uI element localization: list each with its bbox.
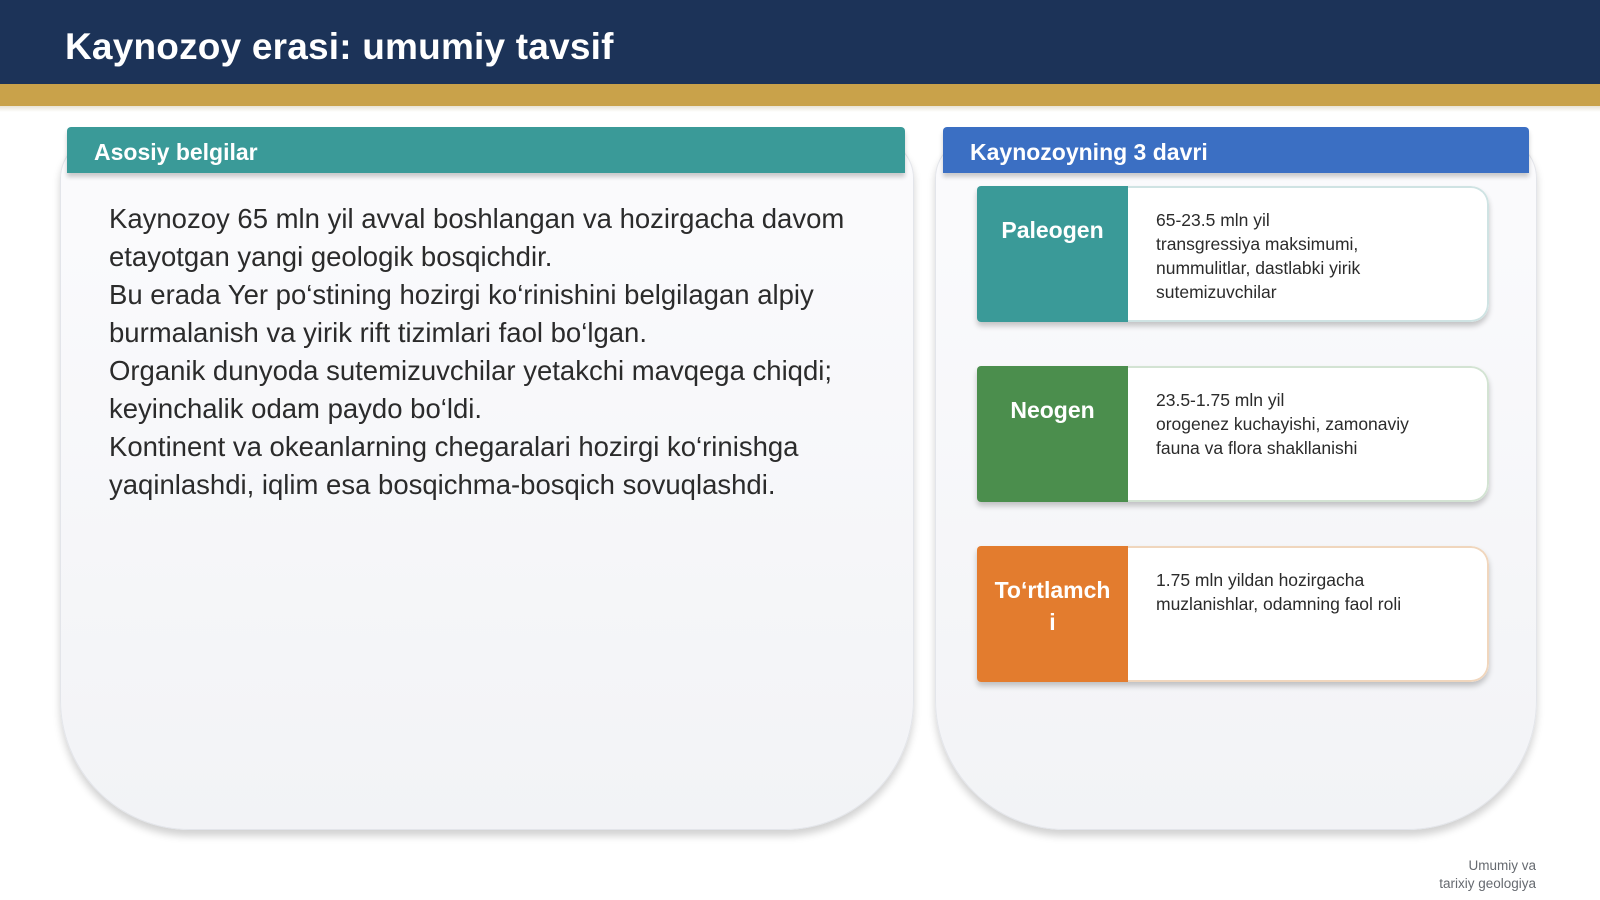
footer-line: tarixiy geologiya [1439, 876, 1536, 891]
periods-title: Kaynozoyning 3 davri [943, 127, 1529, 173]
period-card-paleogen [977, 186, 1489, 322]
period-description-line: nummulitlar, dastlabki yirik [1156, 258, 1361, 278]
period-name: Paleogen [977, 186, 1128, 322]
slide-title: Kaynozoy erasi: umumiy tavsif [65, 26, 614, 67]
footer-course-name [1439, 857, 1536, 893]
period-description-line: transgressiya maksimumi, [1156, 234, 1359, 254]
period-name: To‘rtlamchi [977, 546, 1128, 682]
header-accent-shadow [0, 106, 1600, 112]
period-description-line: 23.5-1.75 mln yil [1156, 390, 1285, 410]
feature-paragraph: Kaynozoy 65 mln yil avval boshlangan va hozirgacha davom etayotgan yangi geologik bosqichdir. [109, 203, 845, 272]
period-description [1128, 546, 1489, 682]
period-description-line: sutemizuvchilar [1156, 282, 1277, 302]
header-accent-bar [0, 84, 1600, 106]
main-features-title: Asosiy belgilar [67, 127, 905, 173]
slide-header [0, 0, 1600, 84]
period-description-line: fauna va flora shakllanishi [1156, 438, 1358, 458]
period-description [1128, 186, 1489, 322]
period-description-line: 1.75 mln yildan hozirgacha [1156, 570, 1365, 590]
period-description-line: muzlanishlar, odamning faol roli [1156, 594, 1402, 614]
period-name: Neogen [977, 366, 1128, 502]
footer-line: Umumiy va [1468, 858, 1536, 873]
main-features-text [109, 200, 879, 504]
period-description-line: 65-23.5 mln yil [1156, 210, 1270, 230]
feature-paragraph: Kontinent va okeanlarning chegaralari hozirgi ko‘rinishga yaqinlashdi, iqlim esa bosqichma-bosqich sovuqlashdi. [109, 431, 799, 500]
period-card-quaternary [977, 546, 1489, 682]
feature-paragraph: Organik dunyoda sutemizuvchilar yetakchi mavqega chiqdi; keyinchalik odam paydo bo‘ldi. [109, 355, 833, 424]
period-card-neogen [977, 366, 1489, 502]
period-description-line: orogenez kuchayishi, zamonaviy [1156, 414, 1409, 434]
period-description [1128, 366, 1489, 502]
feature-paragraph: Bu erada Yer po‘stining hozirgi ko‘rinishini belgilagan alpiy burmalanish va yirik rift tizimlari faol bo‘lgan. [109, 279, 814, 348]
